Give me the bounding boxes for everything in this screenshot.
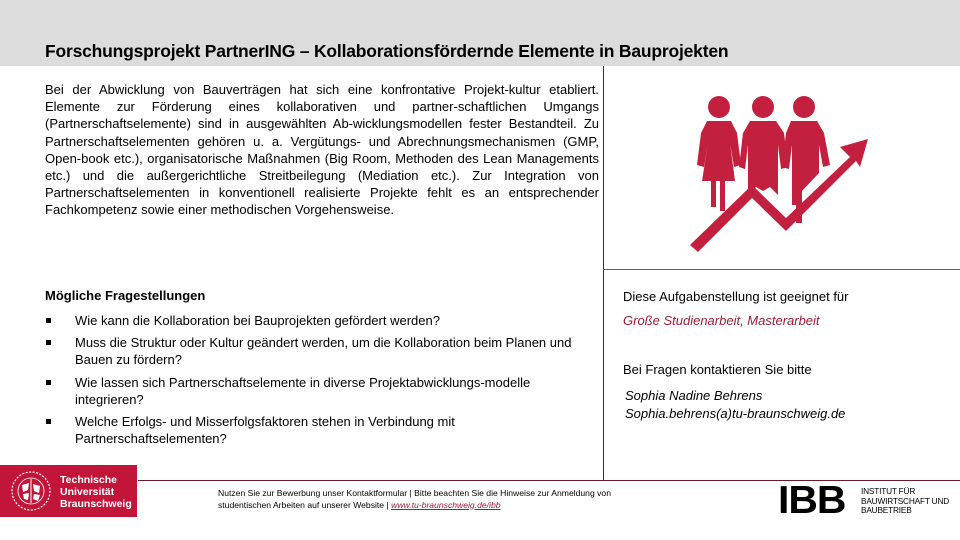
- suitability-value: Große Studienarbeit, Masterarbeit: [623, 313, 820, 328]
- ibb-logo-abbr: IBB: [778, 479, 846, 522]
- website-link[interactable]: www.tu-braunschweig.de/ibb: [391, 499, 501, 510]
- list-item: Wie lassen sich Partnerschaftselemente in diverse Projektabwicklungs-modelle integrieren?: [45, 374, 595, 408]
- tu-logo-line2: Universität: [60, 486, 115, 498]
- ibb-logo-line3: BAUBETRIEB: [861, 505, 912, 515]
- bullet-icon: [46, 380, 51, 385]
- list-item: Welche Erfolgs- und Misserfolgsfaktoren stehen in Verbindung mit Partnerschaftselementen?: [45, 413, 595, 447]
- contact-email[interactable]: Sophia.behrens(a)tu-braunschweig.de: [625, 406, 846, 421]
- people-growth-arrow-icon: [690, 95, 880, 255]
- ibb-logo-line2: BAUWIRTSCHAFT UND: [861, 495, 950, 506]
- bullet-icon: [46, 340, 51, 345]
- bullet-icon: [46, 318, 51, 323]
- intro-paragraph: Bei der Abwicklung von Bauverträgen hat sich eine konfrontative Projekt-kultur etabliert. Elemente zur Förderung eines kollaborativen und partner-schaftlichen Umgangs (Partnerschaftselemente) sind in ausgewählten Ab-wicklungsmodellen fester Bestandteil. Zu Partnerschaftselementen gehören u. a. Vergütungs- und Abrechnungsmechanismen (GMP, Open-book etc.), organisatorische Maßnahmen (Big Room, Methoden des Lean Managements etc.) und die außergerichtliche Streitbeilegung (Mediation etc.). Zur Integration von Partnerschaftselementen in konventionell realisierte Projekte fehlt es an entsprechender Fachkompetenz sowie einer methodischen Vorgehensweise.: [45, 82, 599, 218]
- bullet-icon: [46, 419, 51, 424]
- tu-logo-line3: Braunschweig: [60, 498, 132, 510]
- contact-name: Sophia Nadine Behrens: [625, 388, 763, 403]
- page-title: Forschungsprojekt PartnerING – Kollaborationsfördernde Elemente in Bauprojekten: [45, 41, 729, 61]
- tu-logo-line1: Technische: [60, 474, 117, 486]
- list-item: Muss die Struktur oder Kultur geändert werden, um die Kollaboration beim Planen und Bauen zu fördern?: [45, 334, 595, 368]
- questions-list: [45, 312, 595, 452]
- tu-braunschweig-logo: [0, 465, 137, 517]
- footer-text: Nutzen Sie zur Bewerbung unser Kontaktformular | Bitte beachten Sie die Hinweise zur Anmeldung von studentischen Arbeiten auf unserer Website | www.tu-braunschweig.de/ibb: [218, 488, 611, 510]
- suitability-label: Diese Aufgabenstellung ist geeignet für: [623, 289, 849, 304]
- university-seal-icon: [10, 470, 52, 512]
- contact-label: Bei Fragen kontaktieren Sie bitte: [623, 362, 812, 377]
- ibb-logo-line1: INSTITUT FÜR: [861, 486, 916, 496]
- vertical-divider: [603, 66, 604, 480]
- right-divider: [603, 269, 960, 270]
- list-item: Wie kann die Kollaboration bei Bauprojekten gefördert werden?: [45, 312, 595, 329]
- questions-heading: Mögliche Fragestellungen: [45, 288, 206, 303]
